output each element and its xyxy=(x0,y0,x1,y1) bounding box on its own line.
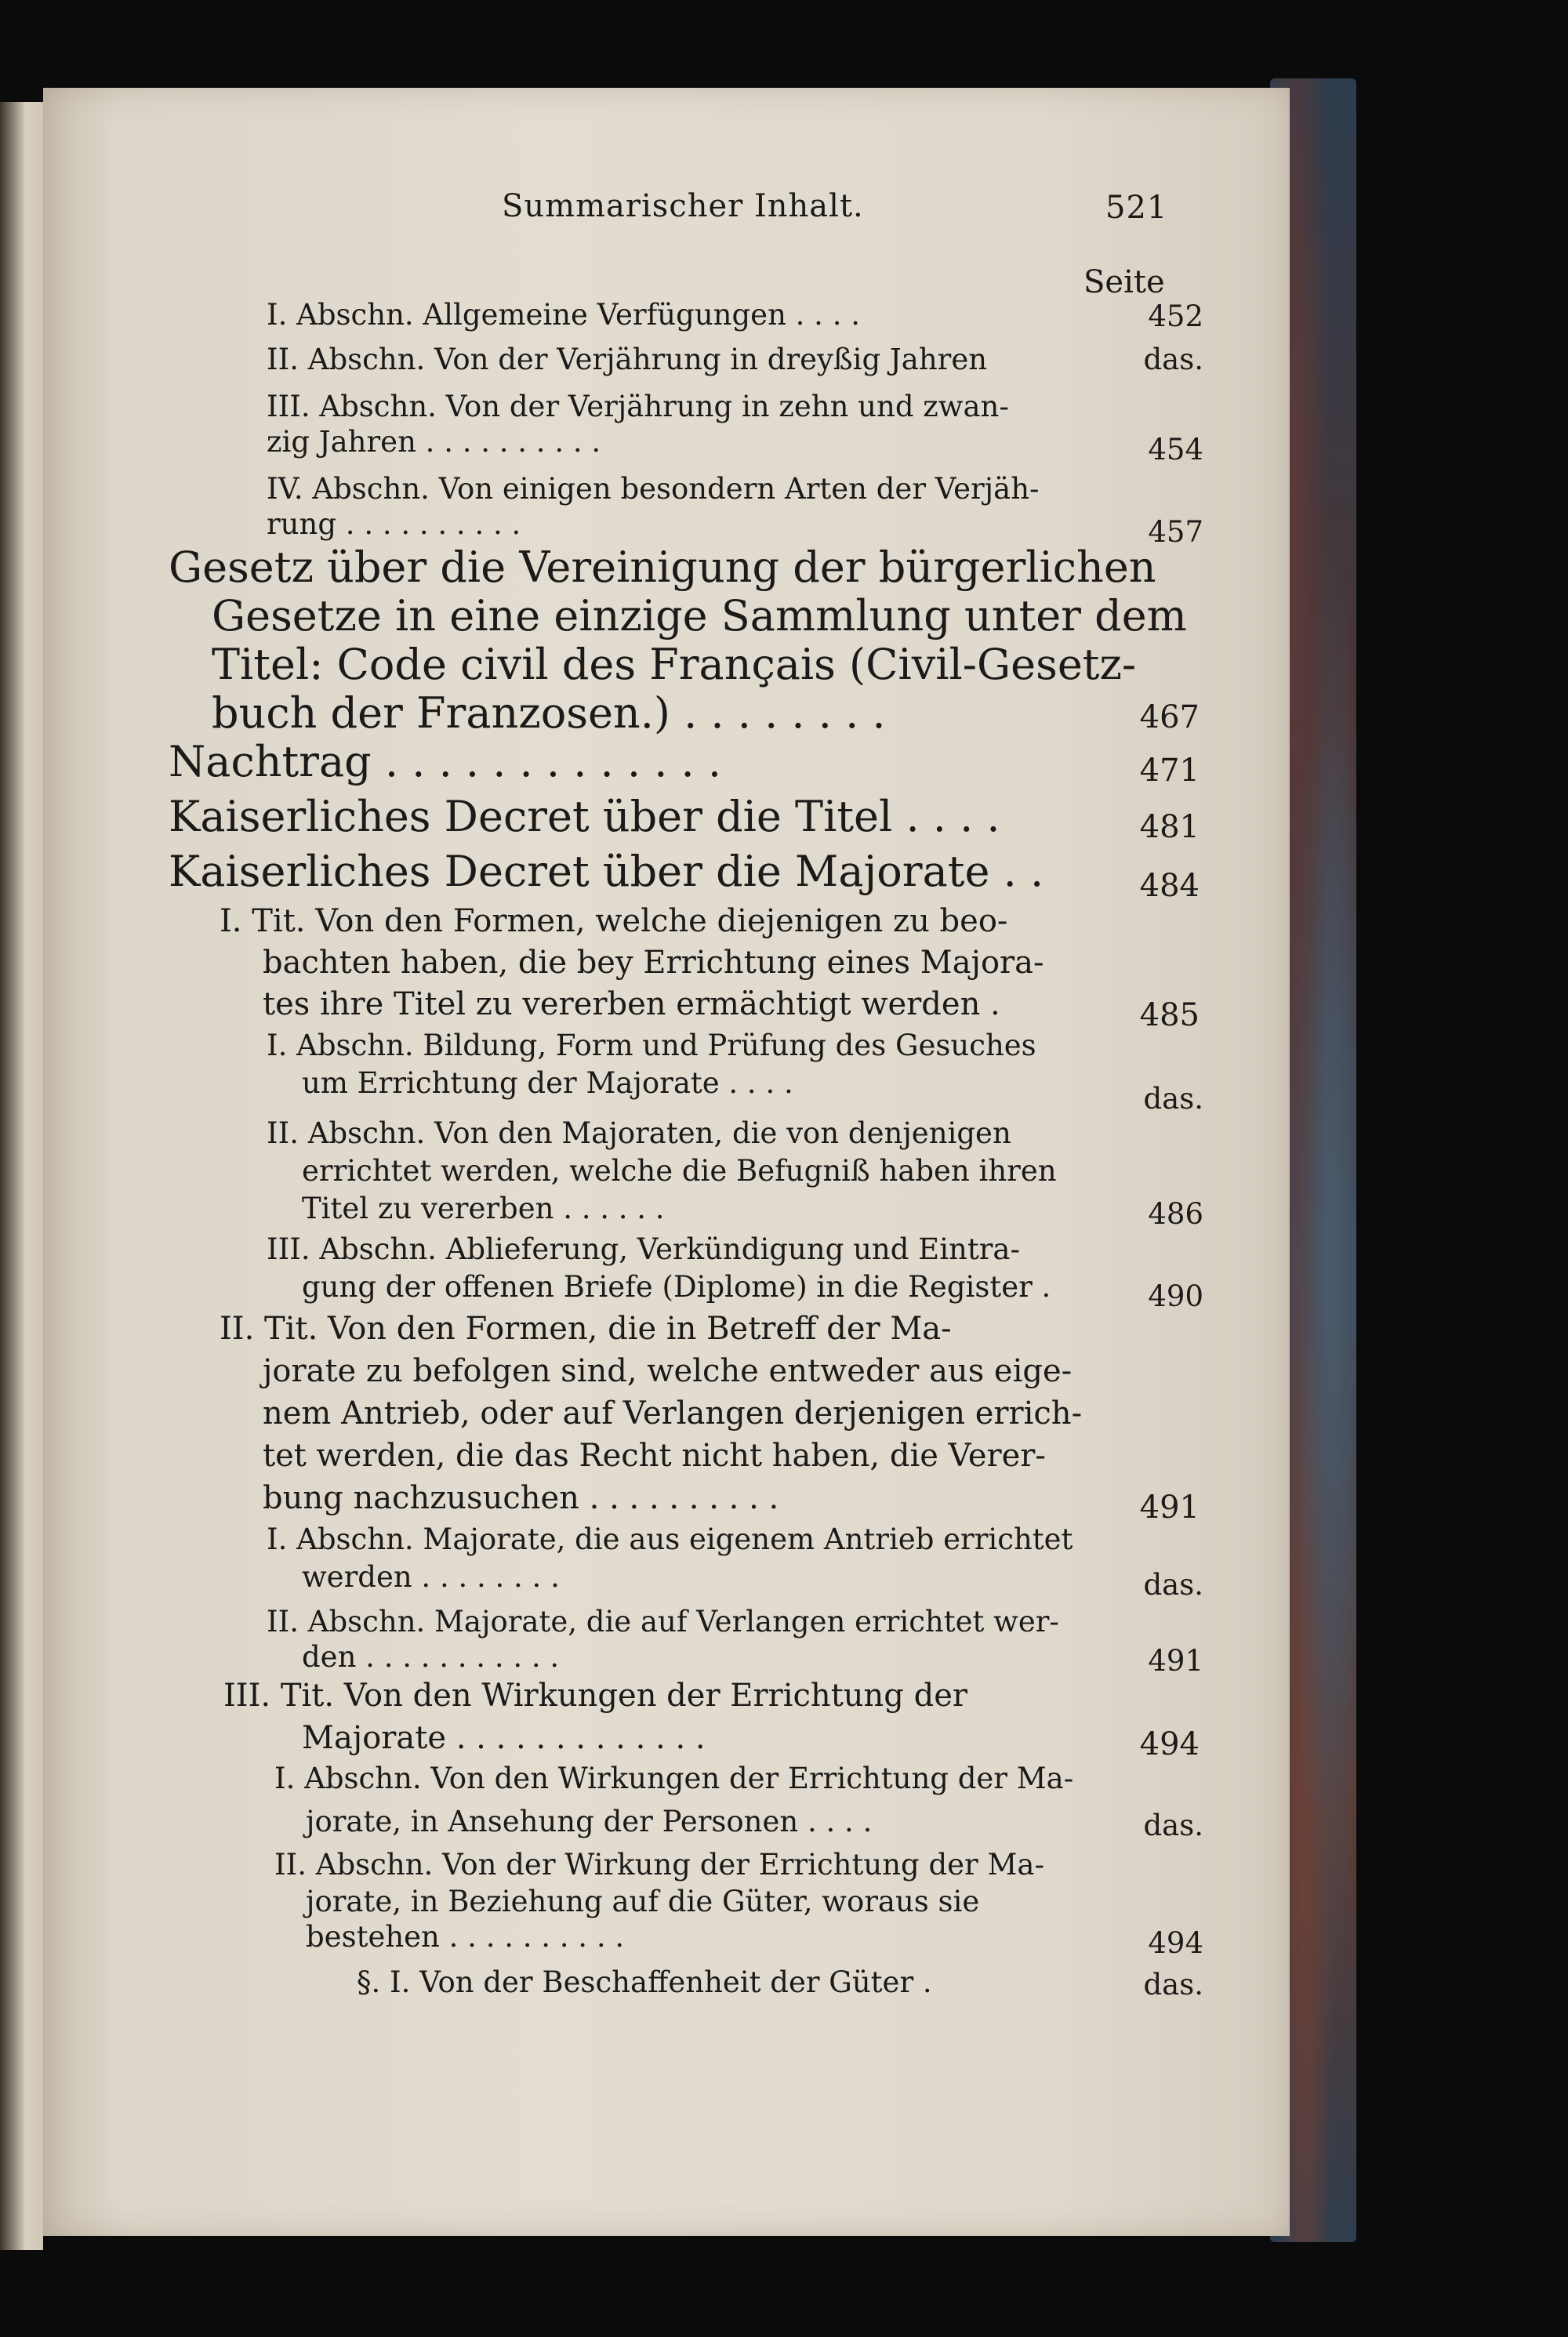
toc-heading: Nachtrag . . . . . . . . . . . . . xyxy=(169,737,722,786)
toc-heading: Kaiserliches Decret über die Titel . . . . xyxy=(169,792,1000,841)
toc-entry-cont: jorate zu befolgen sind, welche entweder aus eige- xyxy=(263,1353,1073,1389)
page-number: 521 xyxy=(1105,190,1168,226)
toc-entry: II. Abschn. Von der Verjährung in dreyßig Jahren xyxy=(267,343,988,376)
toc-entry-cont: Titel zu vererben . . . . . . xyxy=(302,1192,665,1225)
toc-entry: I. Tit. Von den Formen, welche diejenigen zu beo- xyxy=(220,903,1008,939)
toc-entry-cont: den . . . . . . . . . . . xyxy=(302,1640,560,1674)
toc-page: das. xyxy=(1143,1568,1203,1602)
toc-page: 481 xyxy=(1139,809,1200,845)
toc-heading: Gesetz über die Vereinigung der bürgerlichen xyxy=(169,543,1156,592)
toc-heading: Kaiserliches Decret über die Majorate . . xyxy=(169,847,1044,896)
running-title: Summarischer Inhalt. xyxy=(502,188,864,224)
toc-page: das. xyxy=(1143,343,1203,376)
book-page xyxy=(43,88,1290,2236)
toc-entry-cont: bachten haben, die bey Errichtung eines Majora- xyxy=(263,945,1044,981)
toc-page: 490 xyxy=(1148,1279,1203,1313)
toc-page: 486 xyxy=(1148,1197,1203,1231)
toc-entry: II. Abschn. Majorate, die auf Verlangen errichtet wer- xyxy=(267,1605,1059,1638)
toc-entry: I. Abschn. Allgemeine Verfügungen . . . . xyxy=(267,298,860,332)
toc-entry: III. Tit. Von den Wirkungen der Errichtung der xyxy=(223,1678,968,1714)
toc-page: 494 xyxy=(1139,1726,1200,1762)
toc-entry-cont: tes ihre Titel zu vererben ermächtigt werden . xyxy=(263,986,1000,1022)
toc-entry: III. Abschn. Von der Verjährung in zehn und zwan- xyxy=(267,390,1009,423)
toc-page: 457 xyxy=(1148,515,1203,549)
toc-entry-cont: tet werden, die das Recht nicht haben, die Verer- xyxy=(263,1438,1046,1474)
toc-entry-cont: jorate, in Beziehung auf die Güter, woraus sie xyxy=(306,1885,980,1918)
toc-entry: IV. Abschn. Von einigen besondern Arten der Verjäh- xyxy=(267,472,1040,506)
toc-entry: I. Abschn. Von den Wirkungen der Errichtung der Ma- xyxy=(274,1762,1074,1795)
toc-entry-cont: errichtet werden, welche die Befugniß haben ihren xyxy=(302,1154,1057,1188)
toc-entry-cont: Majorate . . . . . . . . . . . . . xyxy=(302,1720,706,1756)
toc-entry: III. Abschn. Ablieferung, Verkündigung und Eintra- xyxy=(267,1232,1020,1266)
toc-page: 454 xyxy=(1148,433,1203,466)
toc-entry: II. Abschn. Von der Wirkung der Errichtung der Ma- xyxy=(274,1848,1044,1882)
toc-page: 485 xyxy=(1139,997,1200,1033)
toc-heading-cont: Titel: Code civil des Français (Civil-Gesetz- xyxy=(212,640,1137,689)
toc-entry-cont: um Errichtung der Majorate . . . . xyxy=(302,1066,793,1100)
toc-page: 491 xyxy=(1139,1490,1200,1526)
toc-page: 491 xyxy=(1148,1644,1203,1678)
toc-page: das. xyxy=(1143,1082,1203,1116)
seite-label: Seite xyxy=(1083,264,1165,300)
toc-entry-cont: zig Jahren . . . . . . . . . . xyxy=(267,425,601,459)
toc-page: 484 xyxy=(1139,868,1200,904)
toc-entry: II. Abschn. Von den Majoraten, die von denjenigen xyxy=(267,1116,1011,1150)
toc-page: 494 xyxy=(1148,1926,1203,1960)
toc-page: 467 xyxy=(1139,699,1200,735)
toc-page: das. xyxy=(1143,1809,1203,1842)
toc-entry-cont: gung der offenen Briefe (Diplome) in die Register . xyxy=(302,1270,1051,1304)
toc-heading-cont: Gesetze in eine einzige Sammlung unter dem xyxy=(212,591,1187,640)
toc-page: 452 xyxy=(1148,299,1203,333)
toc-entry: §. I. Von der Beschaffenheit der Güter . xyxy=(357,1965,932,1999)
toc-entry: II. Tit. Von den Formen, die in Betreff der Ma- xyxy=(220,1311,952,1347)
toc-entry-cont: rung . . . . . . . . . . xyxy=(267,507,521,541)
toc-heading-cont: buch der Franzosen.) . . . . . . . . xyxy=(212,688,886,738)
toc-entry-cont: jorate, in Ansehung der Personen . . . . xyxy=(306,1805,873,1838)
toc-entry: I. Abschn. Bildung, Form und Prüfung des Gesuches xyxy=(267,1029,1036,1062)
toc-entry-cont: nem Antrieb, oder auf Verlangen derjenigen errich- xyxy=(263,1395,1083,1432)
toc-entry: I. Abschn. Majorate, die aus eigenem Antrieb errichtet xyxy=(267,1522,1073,1556)
toc-entry-cont: bestehen . . . . . . . . . . xyxy=(306,1920,625,1954)
toc-page: 471 xyxy=(1139,753,1200,789)
left-page-edge xyxy=(0,102,43,2250)
toc-entry-cont: werden . . . . . . . . xyxy=(302,1560,560,1594)
toc-page: das. xyxy=(1143,1968,1203,2001)
toc-entry-cont: bung nachzusuchen . . . . . . . . . . xyxy=(263,1480,779,1516)
